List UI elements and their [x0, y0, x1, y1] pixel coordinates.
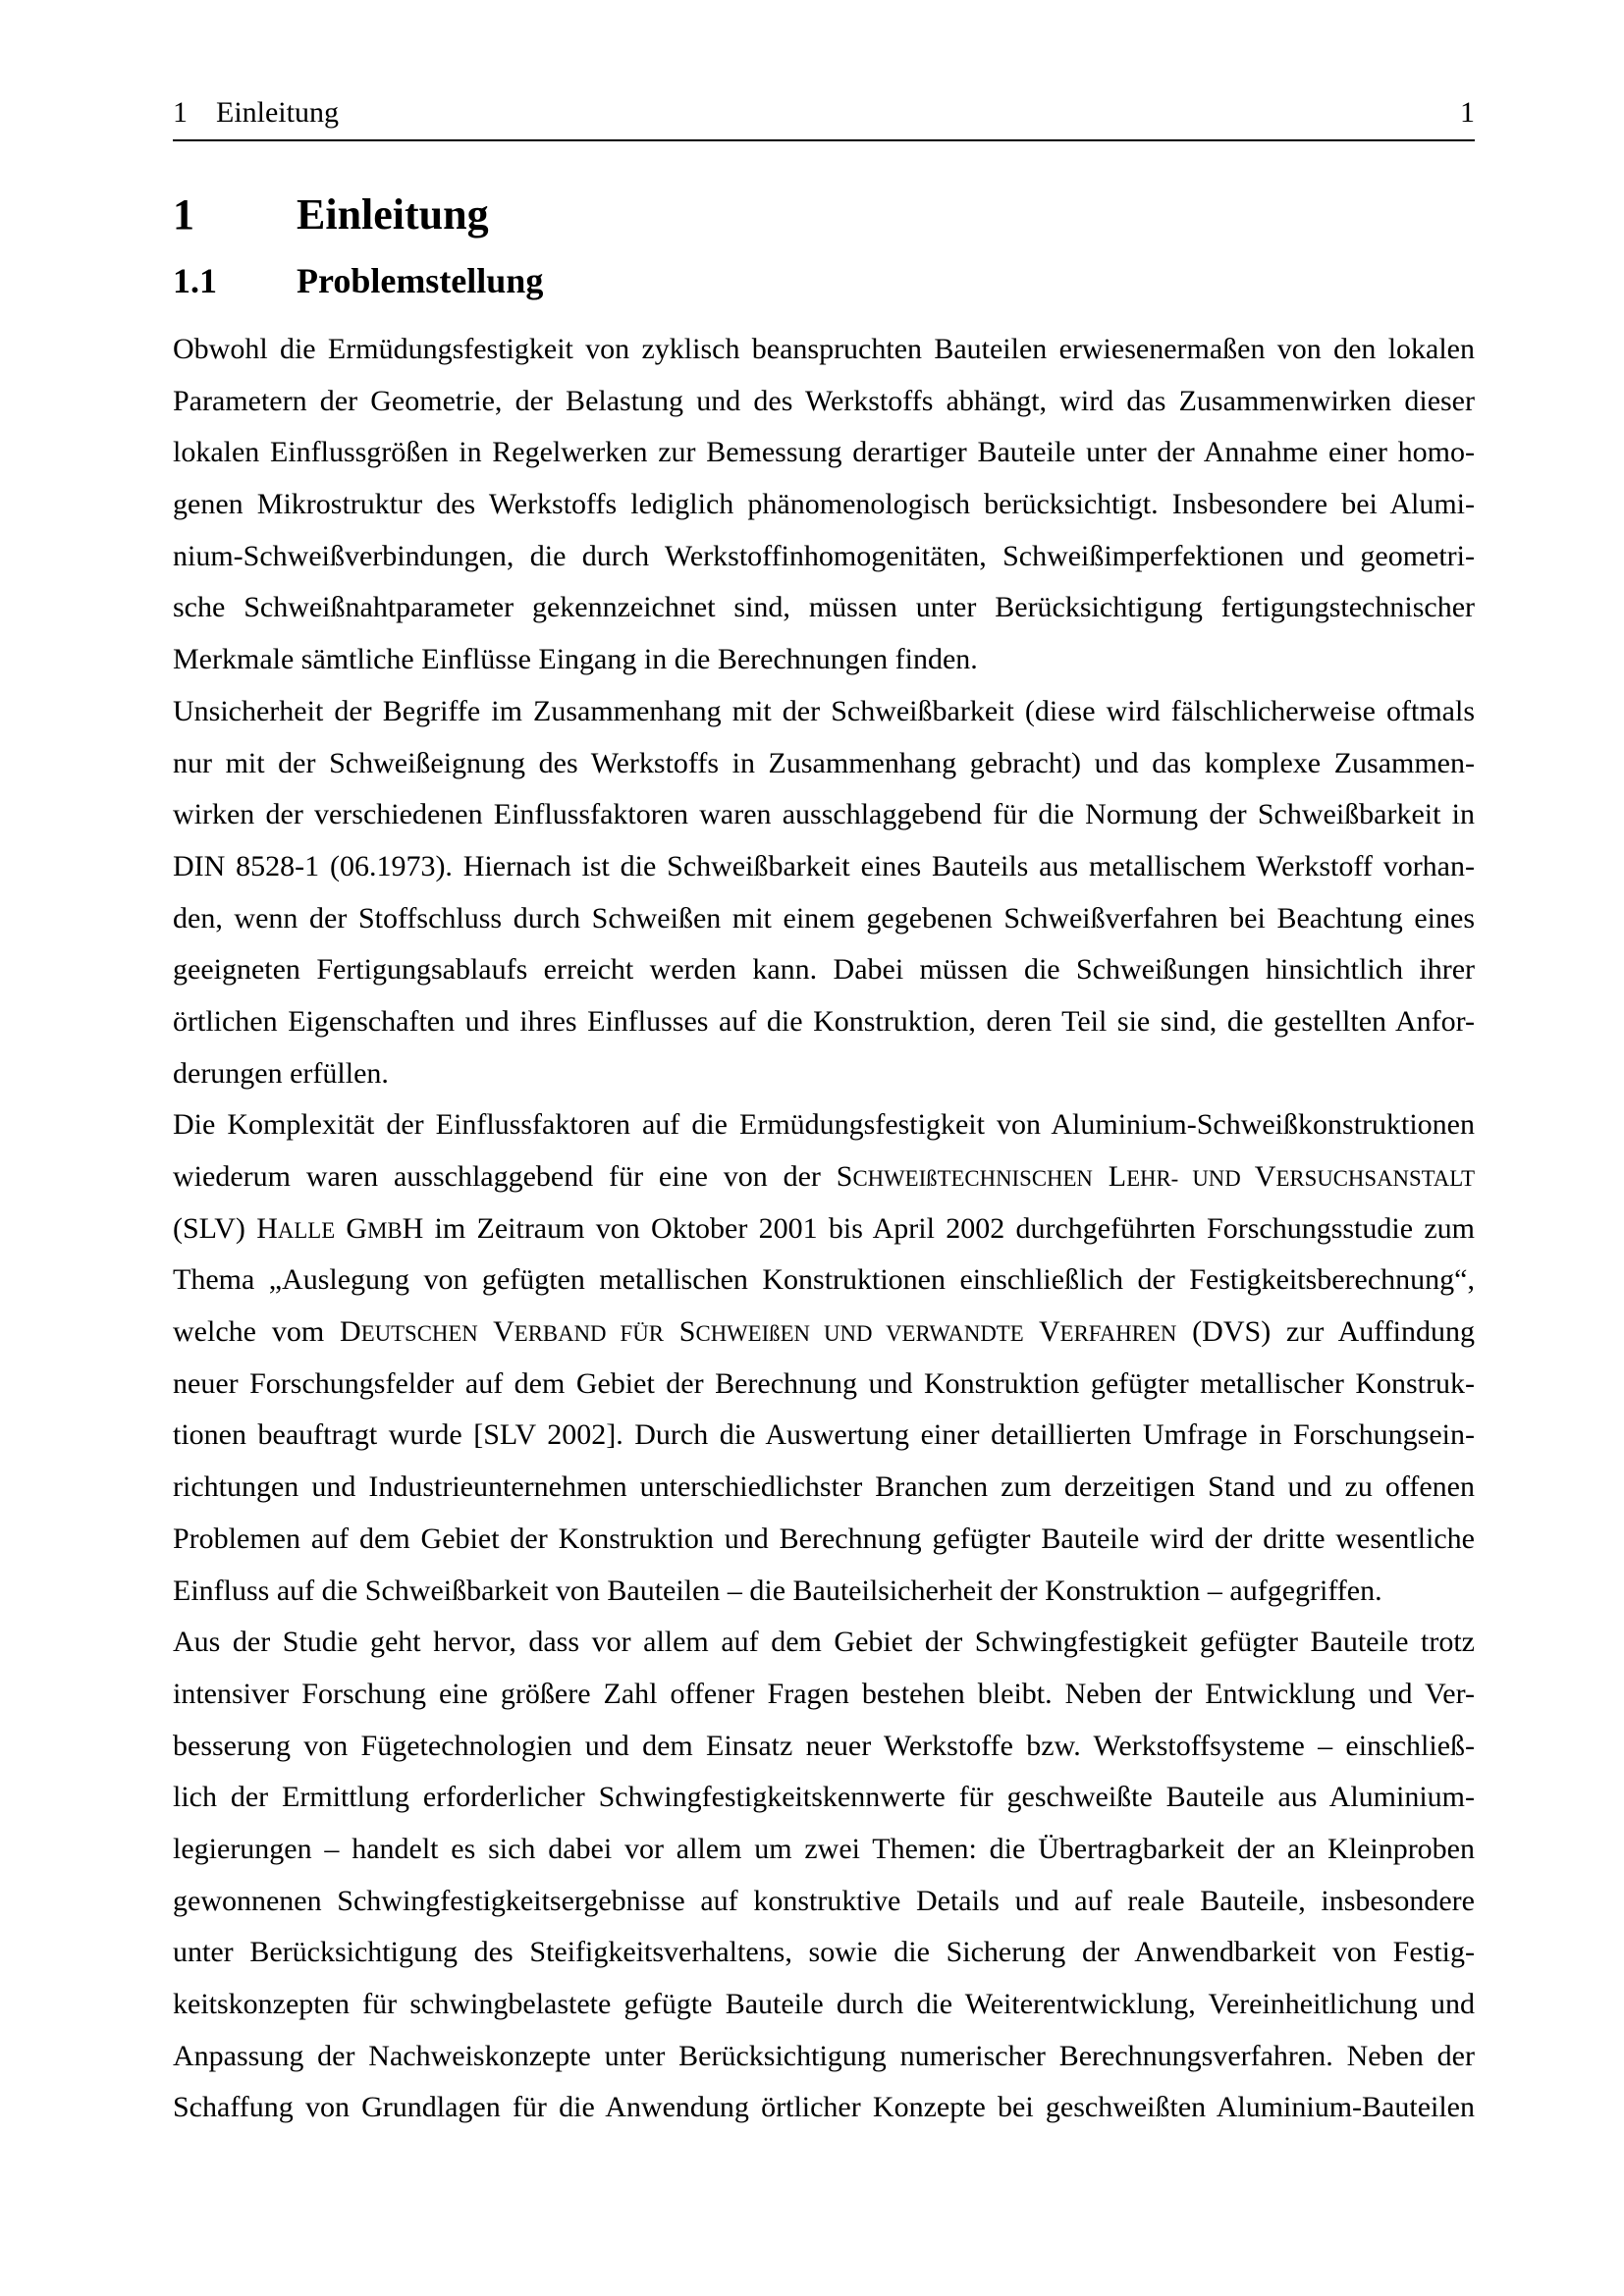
- paragraph-line: [173, 789, 1475, 841]
- text-run: neuer Forschungsfelder auf dem Gebiet der Berechnung und Konstruktion gefügter metallischer Konstruk-: [173, 1366, 1475, 1400]
- text-run: besserung von Fügetechnologien und dem Einsatz neuer Werkstoffe bzw. Werkstoffsysteme – einschließ-: [173, 1729, 1475, 1762]
- text-run: Problemen auf dem Gebiet der Konstruktion und Berechnung gefügter Bauteile wird der dritte wesentliche: [173, 1522, 1475, 1555]
- text-run: tionen beauftragt wurde [SLV 2002]. Durch die Auswertung einer detaillierten Umfrage in Forschungsein-: [173, 1418, 1475, 1452]
- text-run: örtlichen Eigenschaften und ihres Einflusses auf die Konstruktion, deren Teil sie sind, die gestellten Anfor-: [173, 1004, 1475, 1038]
- paragraph-line: [173, 1462, 1475, 1514]
- paragraph: [173, 1099, 1475, 1617]
- paragraph-line: [173, 376, 1475, 428]
- text-run: genen Mikrostruktur des Werkstoffs lediglich phänomenologisch berücksichtigt. Insbesondere bei Alumi-: [173, 488, 1475, 521]
- text-run: Einfluss auf die Schweißbarkeit von Bauteilen – die Bauteilsicherheit der Konstruktion – aufgegriffen.: [173, 1574, 1382, 1607]
- smallcaps-text-run: ERFAHREN: [1059, 1321, 1177, 1347]
- paragraph-line: [173, 1048, 1475, 1100]
- text-run: derungen erfüllen.: [173, 1056, 389, 1090]
- paragraph-line: [173, 893, 1475, 945]
- smallcaps-text-run: CHWEIßTECHNISCHEN: [852, 1166, 1093, 1191]
- paragraph-line: [173, 1514, 1475, 1566]
- section-title: Einleitung: [297, 190, 489, 239]
- paragraph-line: [173, 1203, 1475, 1255]
- text-run: wiederum waren ausschlaggebend für eine von der S: [173, 1160, 853, 1193]
- text-run: Unsicherheit der Begriffe im Zusammenhang mit der Schweißbarkeit (diese wird fälschlicherweise oftmals: [173, 694, 1475, 727]
- smallcaps-text-run: MB: [367, 1217, 403, 1243]
- subsection-number: 1.1: [173, 261, 217, 300]
- paragraph-line: [173, 531, 1475, 583]
- running-header-chapter-number: 1: [173, 96, 188, 129]
- paragraph-line: [173, 1151, 1475, 1203]
- smallcaps-text-run: ALLE: [277, 1217, 336, 1243]
- text-run: gewonnenen Schwingfestigkeitsergebnisse auf konstruktive Details und auf reale Bauteile, insbesondere: [173, 1884, 1475, 1917]
- paragraph-line: [173, 841, 1475, 893]
- paragraph-line: [173, 1307, 1475, 1359]
- text-run: richtungen und Industrieunternehmen unterschiedlichster Branchen zum derzeitigen Stand und zu offenen: [173, 1470, 1475, 1504]
- text-run: keitskonzepten für schwingbelastete gefügte Bauteile durch die Weiterentwicklung, Vereinheitlichung und: [173, 1988, 1475, 2020]
- text-run: wirken der verschiedenen Einflussfaktoren waren ausschlaggebend für die Normung der Schweißbarkeit in: [173, 798, 1475, 831]
- body-text: [173, 324, 1475, 2134]
- paragraph: [173, 686, 1475, 1100]
- subsection-heading: [173, 263, 1475, 298]
- paragraph-line: [173, 1617, 1475, 1669]
- paragraph: [173, 324, 1475, 686]
- running-header-chapter: [173, 98, 339, 128]
- text-run: V: [477, 1315, 514, 1349]
- subsection-title: Problemstellung: [297, 261, 544, 300]
- paragraph-line: [173, 1772, 1475, 1824]
- paragraph-line: [173, 1876, 1475, 1928]
- paragraph-line: [173, 1721, 1475, 1773]
- paragraph-line: [173, 996, 1475, 1048]
- text-run: Thema „Auslegung von gefügten metallischen Konstruktionen einschließlich der Festigkeitsberechnung“,: [173, 1263, 1475, 1297]
- text-run: DIN 8528-1 (06.1973). Hiernach ist die Schweißbarkeit eines Bauteils aus metallischem Werkstoff vorhan-: [173, 849, 1475, 882]
- text-run: sche Schweißnahtparameter gekennzeichnet sind, müssen unter Berücksichtigung fertigungstechnischer: [173, 591, 1475, 624]
- paragraph-line: [173, 582, 1475, 634]
- paragraph-line: [173, 634, 1475, 686]
- text-run: L: [1092, 1160, 1127, 1193]
- smallcaps-text-run: EHR- UND: [1126, 1166, 1255, 1191]
- text-run: Aus der Studie geht hervor, dass vor allem auf dem Gebiet der Schwingfestigkeit gefügter Bauteile trotz: [173, 1626, 1475, 1659]
- text-run: (SLV) H: [173, 1211, 278, 1245]
- paragraph-line: [173, 1099, 1475, 1151]
- text-run: V: [1254, 1160, 1276, 1193]
- paragraph-line: [173, 2031, 1475, 2083]
- smallcaps-text-run: CHWEIßEN UND VERWANDTE: [695, 1321, 1024, 1347]
- running-header: [173, 98, 1475, 128]
- text-run: unter Berücksichtigung des Steifigkeitsverhaltens, sowie die Sicherung der Anwendbarkeit von Festig-: [173, 1936, 1475, 1969]
- paragraph-line: [173, 1566, 1475, 1618]
- text-run: intensiver Forschung eine größere Zahl offener Fragen bestehen bleibt. Neben der Entwicklung und Ver-: [173, 1677, 1475, 1710]
- text-run: geeigneten Fertigungsablaufs erreicht werden kann. Dabei müssen die Schweißungen hinsichtlich ihrer: [173, 953, 1475, 987]
- text-run: lokalen Einflussgrößen in Regelwerken zur Bemessung derartiger Bauteile unter der Annahme einer homo-: [173, 436, 1475, 469]
- text-run: Merkmale sämtliche Einflüsse Eingang in die Berechnungen finden.: [173, 643, 978, 676]
- paragraph-line: [173, 479, 1475, 531]
- paragraph-line: [173, 1410, 1475, 1462]
- paragraph-line: [173, 944, 1475, 996]
- paragraph-line: [173, 1979, 1475, 2031]
- text-run: lich der Ermittlung erforderlicher Schwingfestigkeitskennwerte für geschweißte Bauteile aus Aluminium-: [173, 1781, 1475, 1814]
- smallcaps-text-run: EUTSCHEN: [360, 1321, 478, 1347]
- paragraph-line: [173, 2082, 1475, 2134]
- paragraph-line: [173, 427, 1475, 479]
- text-run: den, wenn der Stoffschluss durch Schweißen mit einem gegebenen Schweißverfahren bei Beachtung eines: [173, 901, 1475, 934]
- text-run: nium-Schweißverbindungen, die durch Werkstoffinhomogenitäten, Schweißimperfektionen und geometri-: [173, 539, 1475, 572]
- section-heading: [173, 190, 1475, 239]
- text-run: Parametern der Geometrie, der Belastung und des Werkstoffs abhängt, wird das Zusammenwirken dieser: [173, 384, 1475, 417]
- paragraph-line: [173, 1255, 1475, 1307]
- text-run: G: [335, 1211, 368, 1245]
- text-run: Die Komplexität der Einflussfaktoren auf die Ermüdungsfestigkeit von Aluminium-Schweißkonstruktionen: [173, 1108, 1475, 1142]
- text-run: (DVS) zur Auffindung: [1176, 1315, 1475, 1349]
- text-run: welche vom D: [173, 1315, 361, 1349]
- paragraph-line: [173, 738, 1475, 790]
- text-run: V: [1023, 1315, 1060, 1349]
- paragraph-line: [173, 324, 1475, 376]
- smallcaps-text-run: ERSUCHSANSTALT: [1275, 1166, 1475, 1191]
- smallcaps-text-run: ERBAND FÜR: [514, 1321, 664, 1347]
- section-number: 1: [173, 190, 194, 239]
- text-run: nur mit der Schweißeignung des Werkstoffs in Zusammenhang gebracht) und das komplexe Zusammen-: [173, 746, 1475, 779]
- text-run: Schaffung von Grundlagen für die Anwendung örtlicher Konzepte bei geschweißten Aluminium-Bauteilen: [173, 2091, 1475, 2124]
- text-run: Anpassung der Nachweiskonzepte unter Berücksichtigung numerischer Berechnungsverfahren. Neben der: [173, 2039, 1475, 2072]
- paragraph-line: [173, 1824, 1475, 1876]
- header-rule: [173, 139, 1475, 141]
- running-header-chapter-title: Einleitung: [216, 96, 339, 129]
- text-run: legierungen – handelt es sich dabei vor allem um zwei Themen: die Übertragbarkeit der an Kleinproben: [173, 1832, 1475, 1865]
- paragraph-line: [173, 1927, 1475, 1979]
- paragraph-line: [173, 1669, 1475, 1721]
- paragraph-line: [173, 686, 1475, 738]
- paragraph-line: [173, 1359, 1475, 1411]
- text-run: H im Zeitraum von Oktober 2001 bis April 2002 durchgeführten Forschungsstudie zum: [402, 1211, 1475, 1245]
- paragraph: [173, 1617, 1475, 2134]
- running-header-page-number: 1: [1460, 96, 1475, 129]
- text-run: S: [663, 1315, 696, 1349]
- text-run: Obwohl die Ermüdungsfestigkeit von zyklisch beanspruchten Bauteilen erwiesenermaßen von den lokalen: [173, 333, 1475, 365]
